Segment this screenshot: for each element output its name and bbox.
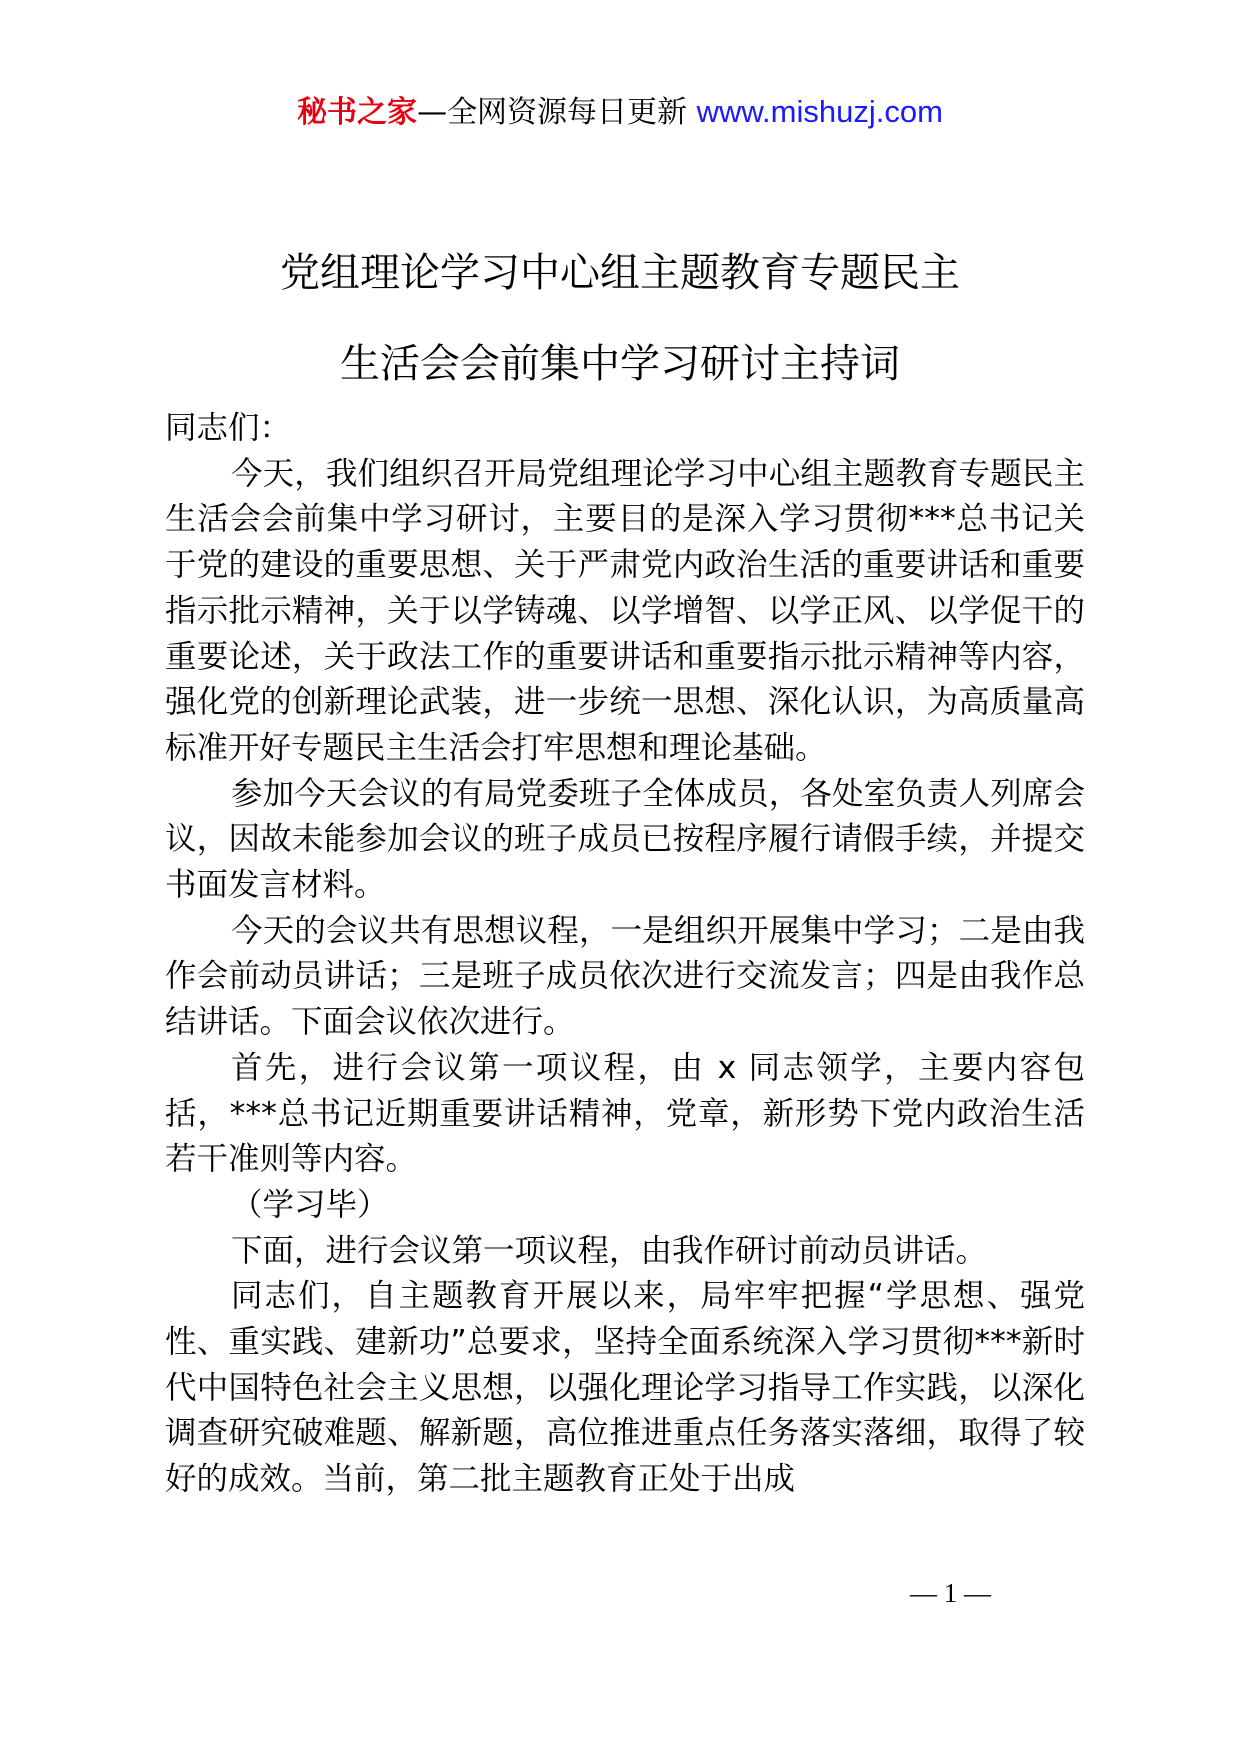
page-number: — 1 —	[910, 1578, 991, 1608]
paragraph-7: 同志们，自主题教育开展以来，局牢牢把握“学思想、强党性、重实践、建新功”总要求，坚持全面系统深入学习贯彻***新时代中国特色社会主义思想，以强化理论学习指导工作实践，以深化调查研究破难题、解新题，高位推进重点任务落实落细，取得了较好的成效。当前，第二批主题教育正处于出成	[165, 1278, 1085, 1498]
paragraph-2: 参加今天会议的有局党委班子全体成员，各处室负责人列席会议，因故未能参加会议的班子成员已按程序履行请假手续，并提交书面发言材料。	[165, 775, 1085, 904]
salutation: 同志们：	[165, 410, 292, 446]
paragraph-1: 今天，我们组织召开局党组理论学习中心组主题教育专题民主生活会会前集中学习研讨，主要目的是深入学习贯彻***总书记关于党的建设的重要思想、关于严肃党内政治生活的重要讲话和重要指示批示精神，关于以学铸魂、以学增智、以学正风、以学促干的重要论述，关于政法工作的重要讲话和重要指示批示精神等内容，强化党的创新理论武装，进一步统一思想、深化认识，为高质量高标准开好专题民主生活会打牢思想和理论基础。	[165, 455, 1085, 766]
document-title-line-1: 党组理论学习中心组主题教育专题民主	[280, 250, 960, 296]
site-header	[0, 92, 1240, 133]
paragraph-6: 下面，进行会议第一项议程，由我作研讨前动员讲话。	[231, 1232, 988, 1269]
document-body	[165, 406, 1085, 1503]
document-title-line-2: 生活会会前集中学习研讨主持词	[340, 341, 900, 387]
paragraph-3: 今天的会议共有思想议程，一是组织开展集中学习；二是由我作会前动员讲话；三是班子成员依次进行交流发言；四是由我作总结讲话。下面会议依次进行。	[165, 912, 1085, 1041]
paragraph-4: 首先，进行会议第一项议程，由 x 同志领学，主要内容包括，***总书记近期重要讲话精神，党章，新形势下党内政治生活若干准则等内容。	[165, 1049, 1085, 1178]
site-url-link[interactable]: www.mishuzj.com	[696, 94, 943, 129]
site-slogan: —全网资源每日更新	[417, 95, 688, 130]
site-brand: 秘书之家	[297, 95, 418, 130]
paragraph-5: （学习毕）	[231, 1186, 389, 1223]
